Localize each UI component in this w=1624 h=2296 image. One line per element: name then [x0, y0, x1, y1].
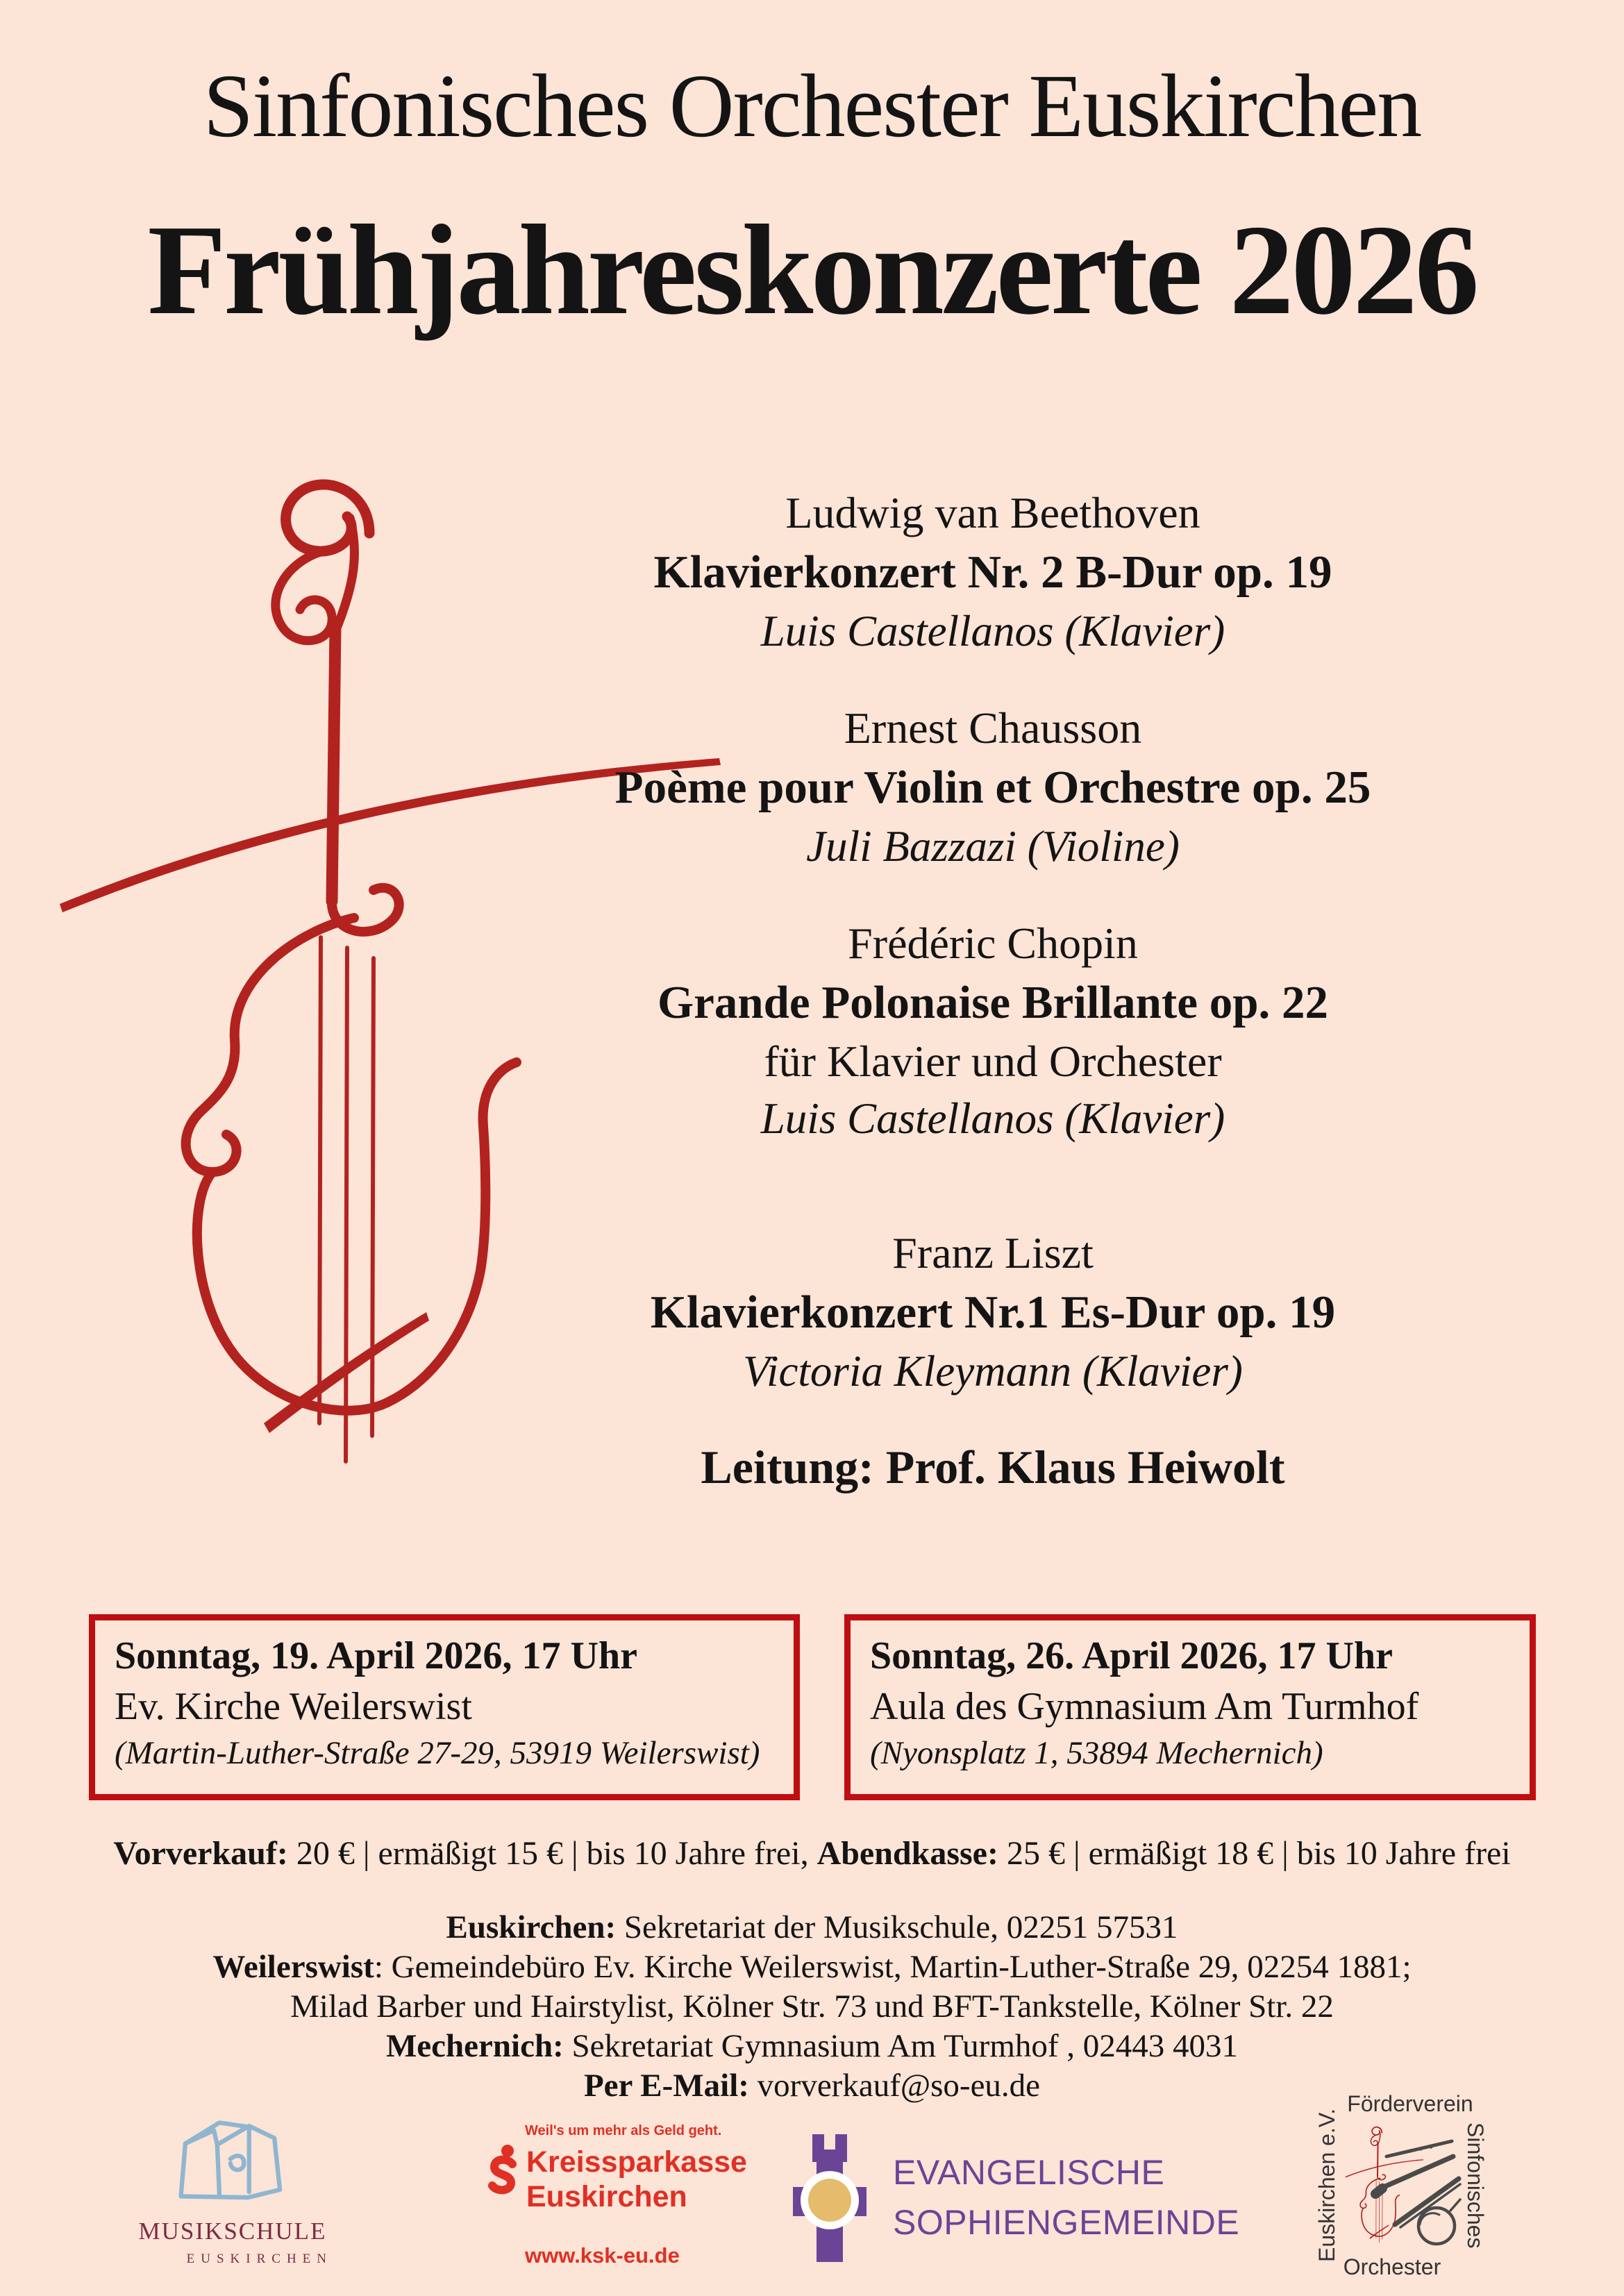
- foerderverein-label-bottom: Orchester: [1343, 2254, 1441, 2279]
- building-sketch-icon: [167, 2119, 299, 2202]
- abendkasse-label: Abendkasse:: [817, 1835, 998, 1872]
- program-item: [361, 485, 1624, 660]
- piece-title: Grande Polonaise Brillante op. 22: [658, 977, 1328, 1028]
- violin-string: [346, 948, 347, 1461]
- sophien-line2: SOPHIENGEMEINDE: [893, 2203, 1240, 2242]
- performer-name: Luis Castellanos (Klavier): [760, 607, 1225, 655]
- composer-name: Franz Liszt: [892, 1228, 1094, 1277]
- sophien-line1: EVANGELISCHE: [893, 2153, 1165, 2192]
- orchestra-name: Sinfonisches Orchester Euskirchen: [203, 56, 1421, 156]
- clarinet-icon: [1384, 2156, 1453, 2187]
- event-venue: Aula des Gymnasium Am Turmhof: [870, 1685, 1419, 1728]
- kreissparkasse-logo: [486, 2123, 757, 2268]
- instruments-icon: [1341, 2120, 1466, 2252]
- program-item: [361, 1225, 1624, 1400]
- sales-line: Per E-Mail: vorverkauf@so-eu.de: [583, 2068, 1041, 2104]
- piece-title: Klavierkonzert Nr.1 Es-Dur op. 19: [650, 1287, 1336, 1338]
- sales-line: Mechernich: Sekretariat Gymnasium Am Turmhof , 02443 4031: [385, 2028, 1239, 2064]
- event-datetime: Sonntag, 19. April 2026, 17 Uhr: [115, 1634, 637, 1677]
- piece-title: Poème pour Violin et Orchestre op. 25: [614, 762, 1371, 813]
- foerderverein-label-right: Sinfonisches: [1463, 2122, 1488, 2249]
- foerderverein-label-left: Euskirchen e.V.: [1314, 2108, 1339, 2262]
- program-item: [361, 700, 1624, 875]
- event-address: (Martin-Luther-Straße 27-29, 53919 Weilerswist): [115, 1735, 760, 1771]
- sparkasse-url: www.ksk-eu.de: [525, 2243, 680, 2268]
- violin-string: [319, 937, 321, 1423]
- abendkasse-prices: 25 € | ermäßigt 18 € | bis 10 Jahre frei: [998, 1835, 1511, 1872]
- conductor-line: Leitung: Prof. Klaus Heiwolt: [701, 1441, 1285, 1493]
- violin-neck: [332, 626, 335, 901]
- vorverkauf-prices: 20 € | ermäßigt 15 € | bis 10 Jahre frei,: [287, 1835, 817, 1872]
- composer-name: Frédéric Chopin: [848, 919, 1138, 968]
- musikschule-logo: [128, 2119, 337, 2268]
- foerderverein-logo: [1314, 2091, 1488, 2280]
- musikschule-wordmark: musikschule: [138, 2208, 327, 2247]
- piece-detail: für Klavier und Orchester: [764, 1037, 1222, 1086]
- sales-points: [0, 1908, 1624, 2106]
- sparkasse-name-line1: Kreissparkasse: [526, 2145, 747, 2179]
- church-cross-icon: [792, 2133, 873, 2262]
- sparkasse-s-icon: [486, 2145, 519, 2197]
- program-list: [361, 485, 1624, 1495]
- performer-name: Juli Bazzazi (Violine): [806, 822, 1180, 871]
- sales-line: Euskirchen: Sekretariat der Musikschule, 02251 57531: [446, 1909, 1178, 1945]
- ticket-prices: [0, 1834, 1624, 1872]
- sparkasse-tagline: Weil's um mehr als Geld geht.: [525, 2123, 722, 2138]
- musikschule-city: euskirchen: [186, 2246, 333, 2267]
- composer-name: Ernest Chausson: [844, 703, 1142, 753]
- event-datetime: Sonntag, 26. April 2026, 17 Uhr: [870, 1634, 1393, 1677]
- sophiengemeinde-logo: [792, 2133, 1239, 2262]
- oboe-icon: [1395, 2179, 1459, 2224]
- composer-name: Ludwig van Beethoven: [785, 488, 1200, 537]
- vorverkauf-label: Vorverkauf:: [113, 1835, 288, 1872]
- sparkasse-name-line2: Euskirchen: [526, 2180, 687, 2213]
- sales-line: Weilerswist: Gemeindebüro Ev. Kirche Weilerswist, Martin-Luther-Straße 29, 02254 1881;: [212, 1949, 1412, 1985]
- sales-line: Milad Barber und Hairstylist, Kölner Str. 73 und BFT-Tankstelle, Kölner Str. 22: [290, 1988, 1334, 2025]
- program-item: [361, 915, 1624, 1147]
- event-box-weilerswist: [89, 1614, 800, 1800]
- foerderverein-label-top: Förderverein: [1347, 2091, 1473, 2116]
- poster-title: Frühjahreskonzerte 2026: [147, 199, 1477, 342]
- performer-name: Victoria Kleymann (Klavier): [743, 1347, 1243, 1396]
- event-box-mechernich: [844, 1614, 1536, 1800]
- performer-name: Luis Castellanos (Klavier): [760, 1094, 1225, 1143]
- event-address: (Nyonsplatz 1, 53894 Mechernich): [870, 1735, 1323, 1771]
- violin-body: [186, 918, 354, 1172]
- event-venue: Ev. Kirche Weilerswist: [115, 1685, 472, 1728]
- piece-title: Klavierkonzert Nr. 2 B-Dur op. 19: [653, 546, 1332, 598]
